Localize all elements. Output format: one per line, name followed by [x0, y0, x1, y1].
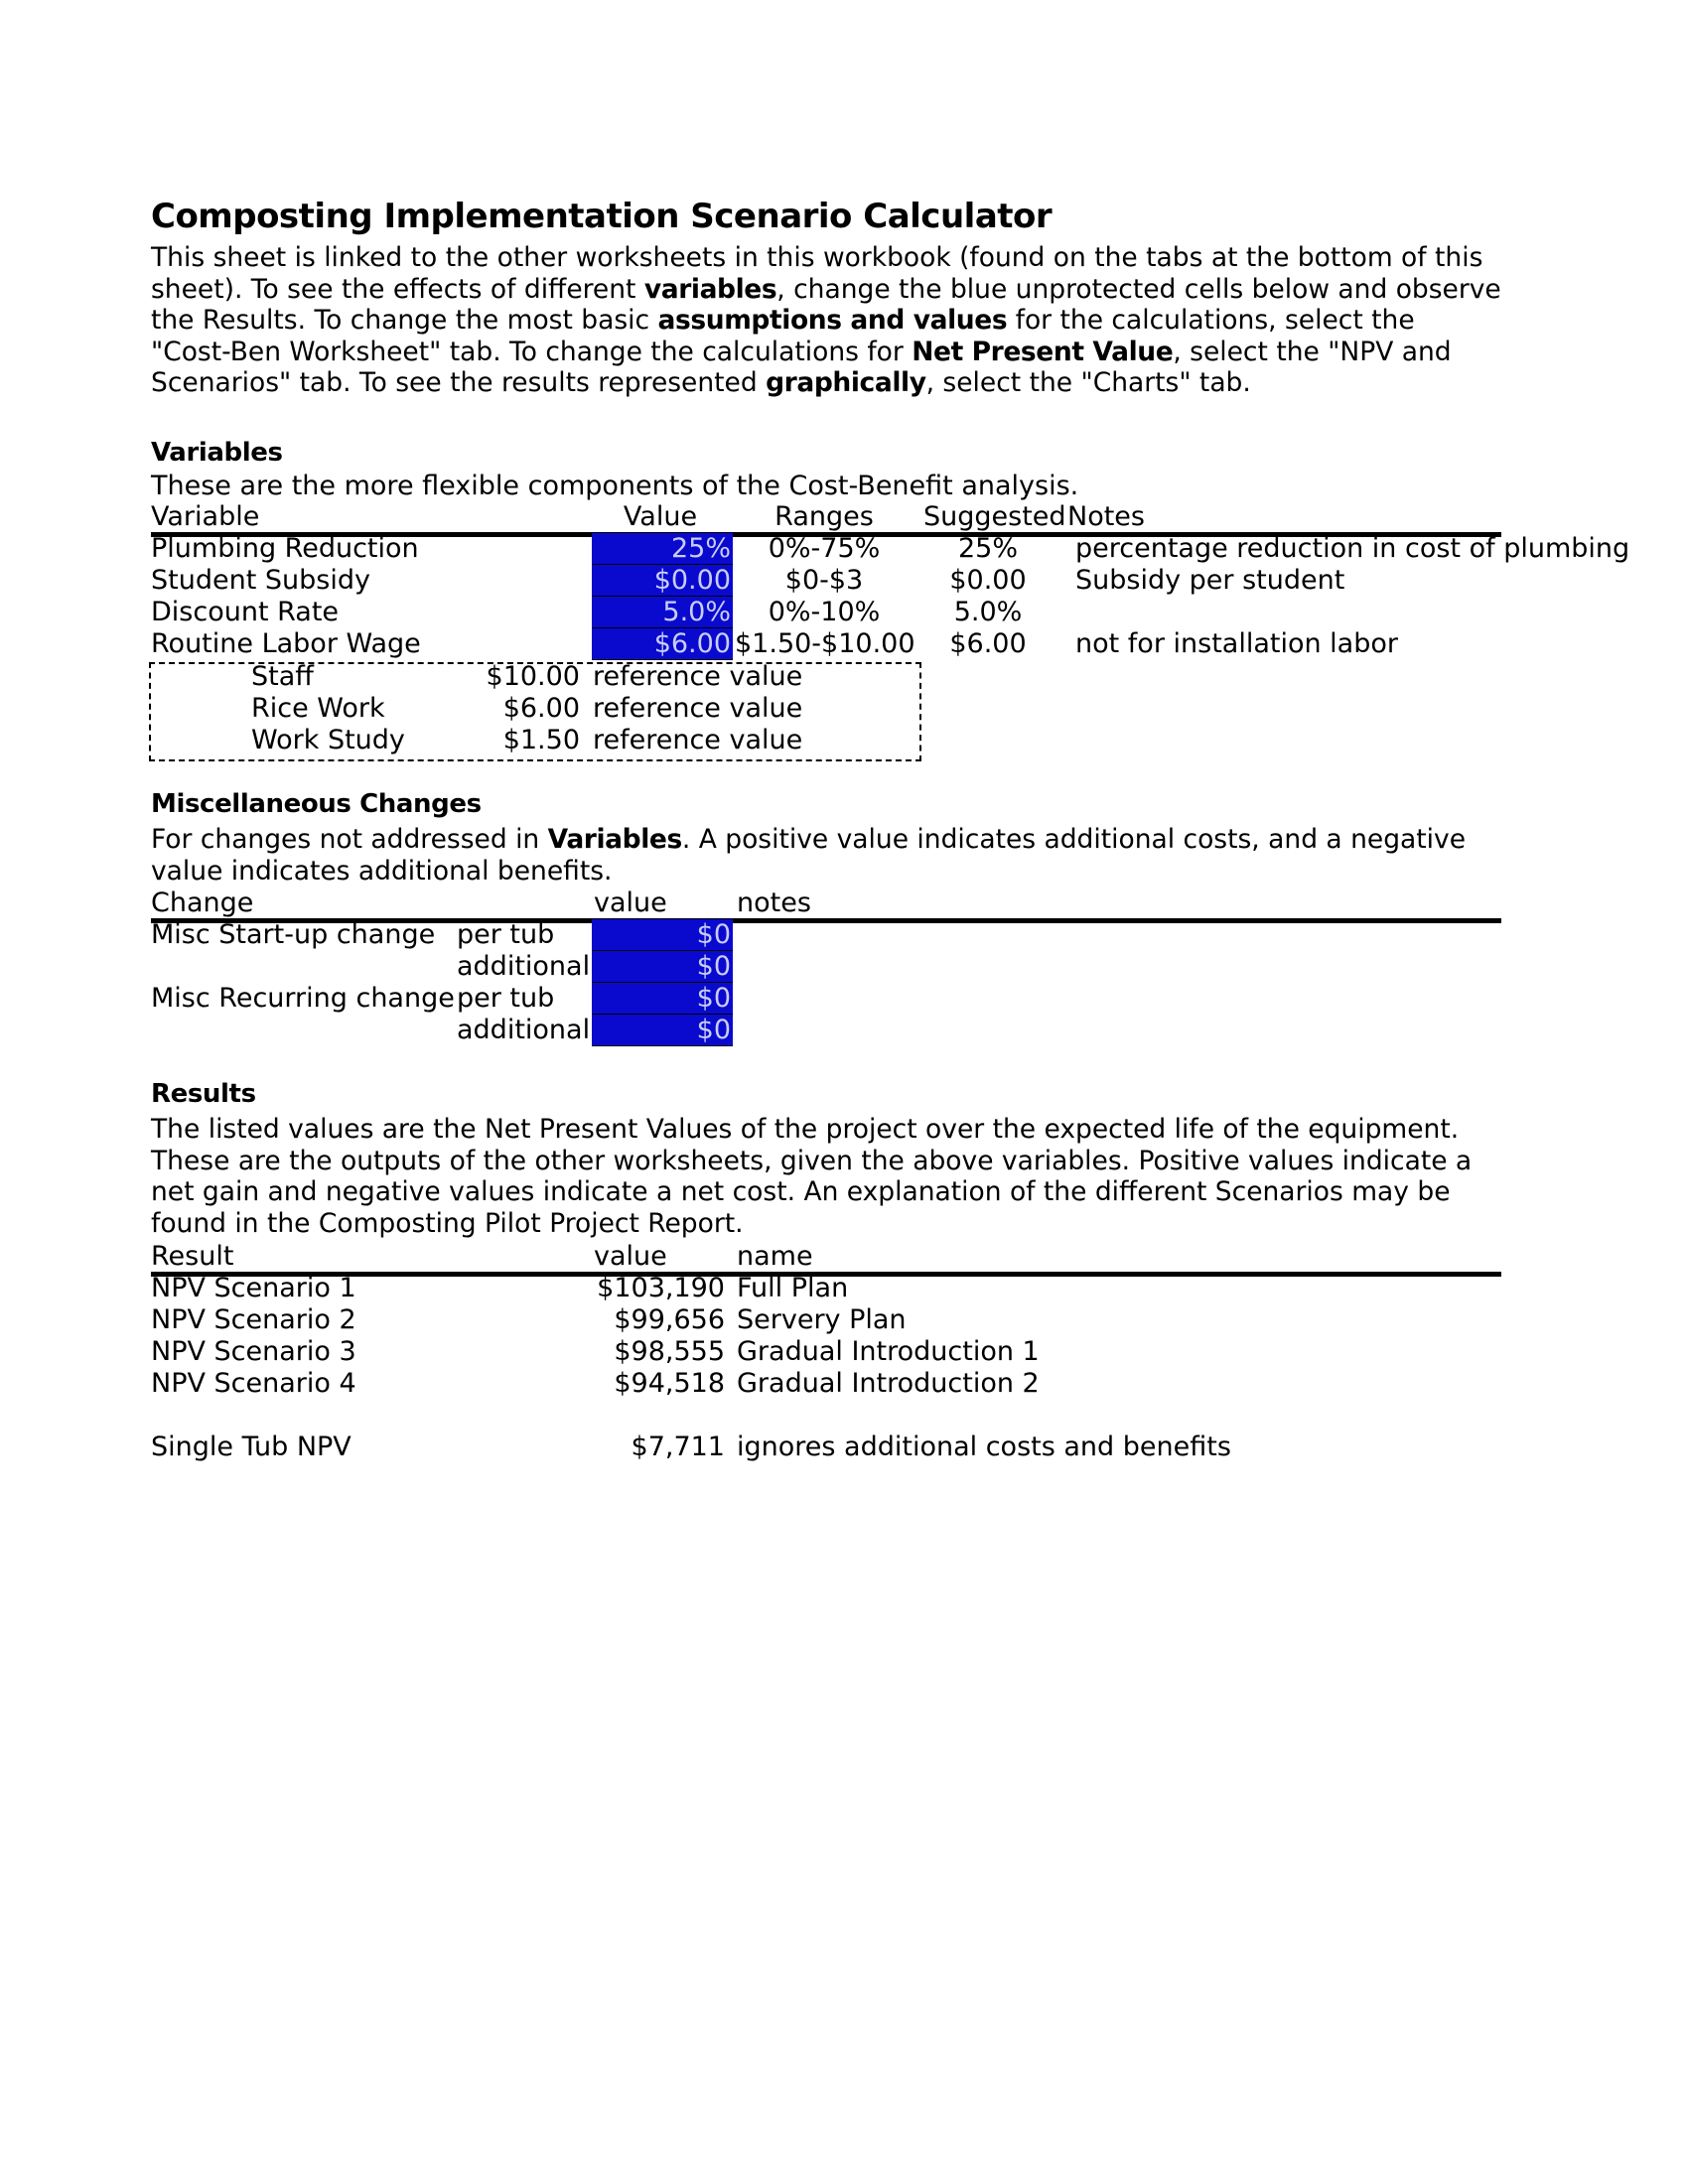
variable-range-student-subsidy: $0-$3: [784, 565, 864, 596]
result-label-single-tub: Single Tub NPV: [151, 1432, 352, 1462]
misc-header-change: Change: [151, 887, 254, 918]
misc-label-startup: Misc Start-up change: [151, 919, 436, 950]
results-header-result: Result: [151, 1241, 234, 1272]
result-value-scenario-4: $94,518: [614, 1368, 725, 1399]
reference-value-work-study: $1.50: [502, 725, 580, 755]
misc-heading: Miscellaneous Changes: [151, 789, 482, 819]
results-heading: Results: [151, 1079, 256, 1109]
variable-label-labor-wage: Routine Labor Wage: [151, 628, 421, 659]
variable-range-discount-rate: 0%-10%: [768, 597, 881, 627]
variable-suggested-student-subsidy: $0.00: [949, 565, 1027, 596]
result-name-scenario-3: Gradual Introduction 1: [737, 1336, 1040, 1367]
student-subsidy-input[interactable]: $0.00: [592, 565, 733, 597]
misc-header-notes: notes: [737, 887, 811, 918]
misc-startup-per-tub-input[interactable]: $0: [592, 919, 733, 951]
intro-bold-graphically: graphically: [766, 367, 926, 398]
labor-wage-input[interactable]: $6.00: [592, 628, 733, 660]
variables-header-variable: Variable: [151, 501, 260, 532]
variable-suggested-labor-wage: $6.00: [949, 628, 1027, 659]
reference-value-rice-work: $6.00: [502, 693, 580, 724]
misc-description: [151, 824, 1501, 887]
variables-header-value: Value: [623, 501, 698, 532]
variable-suggested-discount-rate: 5.0%: [953, 597, 1023, 627]
misc-startup-additional-input[interactable]: $0: [592, 951, 733, 983]
intro-text-2: , change the blue unprotected cells below and observe the Results. To change the most basic: [151, 273, 1501, 336]
result-name-single-tub: ignores additional costs and benefits: [737, 1432, 1231, 1462]
variables-description: These are the more flexible components of the Cost-Benefit analysis.: [151, 471, 1079, 501]
result-label-scenario-1: NPV Scenario 1: [151, 1273, 356, 1303]
variables-header-suggested: Suggested: [923, 501, 1066, 532]
variables-header-ranges: Ranges: [774, 501, 874, 532]
discount-rate-input[interactable]: 5.0%: [592, 597, 733, 628]
intro-bold-assumptions: assumptions and values: [657, 305, 1008, 336]
misc-recurring-per-tub-input[interactable]: $0: [592, 983, 733, 1015]
results-header-value: value: [594, 1241, 667, 1272]
result-label-scenario-4: NPV Scenario 4: [151, 1368, 356, 1399]
results-description: The listed values are the Net Present Values of the project over the expected life of the equipment. These are the outputs of the other worksheets, given the above variables. Positive values indicate a net gain and negative values indicate a net cost. An explanation of the different Scenarios may be found in the Composting Pilot Project Report.: [151, 1114, 1473, 1239]
intro-text-3: for the calculations, select the "Cost-Ben Worksheet" tab. To change the calculations for: [151, 305, 1415, 367]
reference-note-staff: reference value: [593, 661, 803, 692]
misc-sub-recurring-additional: additional: [457, 1015, 591, 1045]
misc-desc-text-1: For changes not addressed in: [151, 824, 548, 855]
variable-label-plumbing: Plumbing Reduction: [151, 533, 419, 564]
misc-sub-recurring-per-tub: per tub: [457, 983, 555, 1014]
result-value-scenario-3: $98,555: [614, 1336, 725, 1367]
intro-paragraph: [151, 242, 1501, 399]
reference-label-rice-work: Rice Work: [251, 693, 385, 724]
results-header-name: name: [737, 1241, 813, 1272]
reference-value-staff: $10.00: [486, 661, 580, 692]
misc-sub-startup-per-tub: per tub: [457, 919, 555, 950]
misc-label-recurring: Misc Recurring change: [151, 983, 455, 1014]
variable-note-plumbing: percentage reduction in cost of plumbing: [1075, 533, 1630, 564]
variable-range-labor-wage: $1.50-$10.00: [735, 628, 915, 659]
misc-desc-text-2: . A positive value indicates additional costs, and a negative value indicates additional benefits.: [151, 824, 1466, 887]
reference-label-work-study: Work Study: [251, 725, 405, 755]
variable-label-student-subsidy: Student Subsidy: [151, 565, 370, 596]
variable-range-plumbing: 0%-75%: [768, 533, 881, 564]
result-value-scenario-1: $103,190: [597, 1273, 725, 1303]
variable-suggested-plumbing: 25%: [957, 533, 1018, 564]
variables-heading: Variables: [151, 438, 283, 468]
misc-recurring-additional-input[interactable]: $0: [592, 1015, 733, 1046]
page-title: Composting Implementation Scenario Calculator: [151, 197, 1053, 236]
result-name-scenario-4: Gradual Introduction 2: [737, 1368, 1040, 1399]
misc-desc-bold-variables: Variables: [547, 824, 682, 855]
reference-note-work-study: reference value: [593, 725, 803, 755]
result-value-single-tub: $7,711: [631, 1432, 725, 1462]
result-name-scenario-1: Full Plan: [737, 1273, 849, 1303]
result-label-scenario-3: NPV Scenario 3: [151, 1336, 356, 1367]
variable-note-labor-wage: not for installation labor: [1075, 628, 1398, 659]
result-name-scenario-2: Servery Plan: [737, 1304, 907, 1335]
intro-text-4: , select the "NPV and Scenarios" tab. To see the results represented: [151, 336, 1452, 398]
misc-sub-startup-additional: additional: [457, 951, 591, 982]
intro-text-1: This sheet is linked to the other worksheets in this workbook (found on the tabs at the bottom of this sheet). To see the effects of different: [151, 242, 1483, 305]
variable-label-discount-rate: Discount Rate: [151, 597, 340, 627]
intro-text-5: , select the "Charts" tab.: [925, 367, 1251, 398]
plumbing-reduction-input[interactable]: 25%: [592, 533, 733, 565]
misc-header-value: value: [594, 887, 667, 918]
intro-bold-npv: Net Present Value: [912, 336, 1174, 367]
reference-note-rice-work: reference value: [593, 693, 803, 724]
variables-header-notes: Notes: [1067, 501, 1145, 532]
result-value-scenario-2: $99,656: [614, 1304, 725, 1335]
intro-bold-variables: variables: [643, 273, 777, 305]
result-label-scenario-2: NPV Scenario 2: [151, 1304, 356, 1335]
reference-label-staff: Staff: [251, 661, 314, 692]
variable-note-student-subsidy: Subsidy per student: [1075, 565, 1345, 596]
